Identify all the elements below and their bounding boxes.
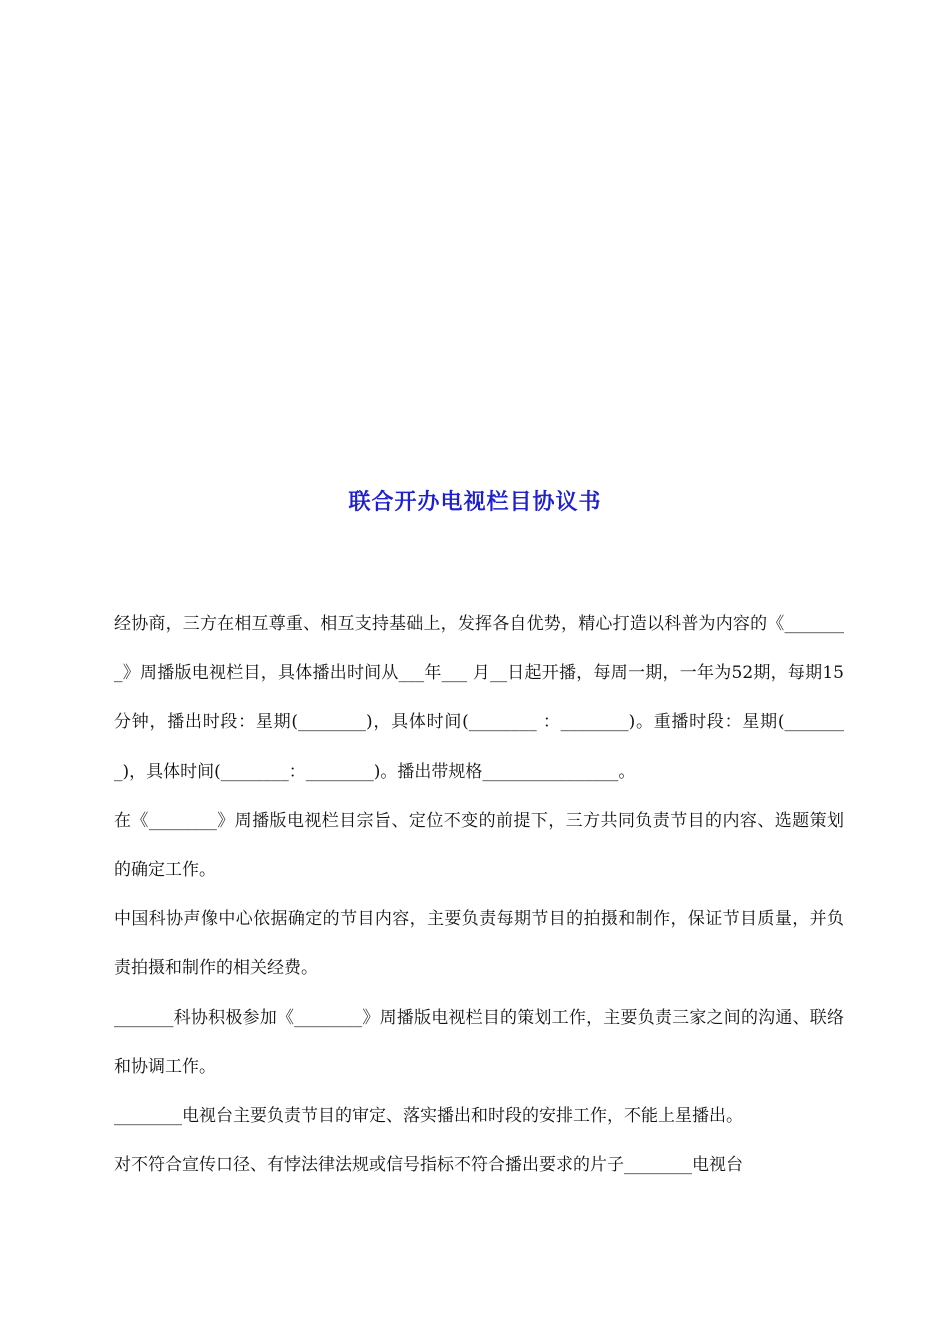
paragraph-joint-planning: 在《________》周播版电视栏目宗旨、定位不变的前提下，三方共同负责节目的内容、选题策划的确定工作。 xyxy=(114,810,844,881)
paragraph-tv-station-duties: ________电视台主要负责节目的审定、落实播出和时段的安排工作，不能上星播出。 xyxy=(114,1106,743,1127)
document-body xyxy=(114,600,844,1190)
paragraph-science-association: _______科协积极参加《________》周播版电视栏目的策划工作，主要负责三家之间的沟通、联络和协调工作。 xyxy=(114,1007,844,1077)
paragraph-agreement-terms: 经协商，三方在相互尊重、相互支持基础上，发挥各自优势，精心打造以科普为内容的《________》周播版电视栏目，具体播出时间从___年___ 月__日起开播，每周一期，一年为52期，每期15分钟，播出时段：星期(________)，具体时间(________ ：________)。重播时段：星期(________)，具体时间(________：________)。播出带规格________________。 xyxy=(114,614,844,782)
paragraph-production-center: 中国科协声像中心依据确定的节目内容，主要负责每期节目的拍摄和制作，保证节目质量，并负责拍摄和制作的相关经费。 xyxy=(114,909,844,979)
paragraph-broadcast-requirements: 对不符合宣传口径、有悖法律法规或信号指标不符合播出要求的片子________电视台 xyxy=(114,1155,743,1176)
document-title: 联合开办电视栏目协议书 xyxy=(348,489,602,515)
